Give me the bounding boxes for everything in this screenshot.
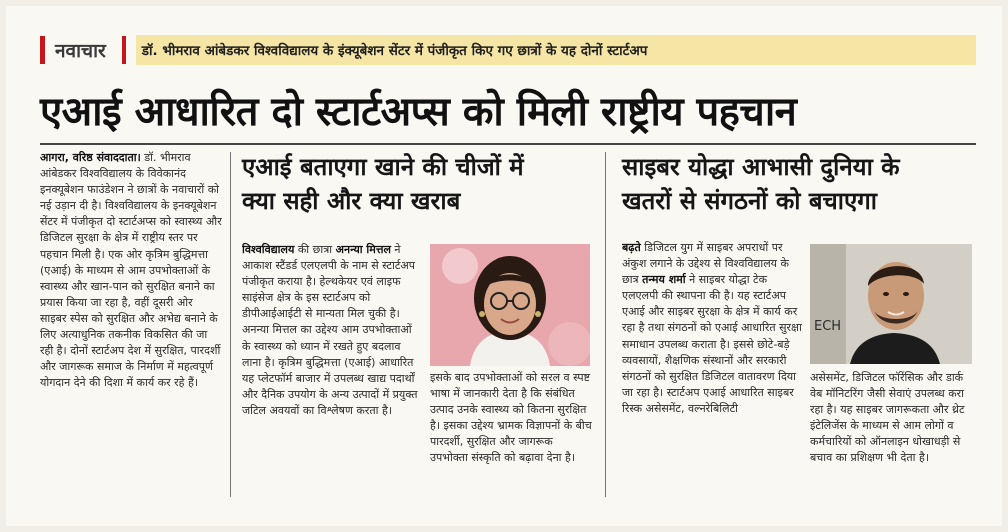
header-band: [40, 34, 976, 66]
story2-photo: [810, 244, 972, 364]
main-headline: एआई आधारित दो स्टार्टअप्स को मिली राष्ट्रीय पहचान: [40, 89, 797, 135]
story1-name: अनन्या मित्तल: [335, 243, 391, 256]
story2-subhead-line2: खतरों से संगठनों को बचाएगा: [622, 187, 878, 215]
story1-subhead-line2: क्या सही और क्या खराब: [242, 187, 461, 215]
story2-lead: बढ़ते: [622, 241, 641, 254]
column-divider-1: [230, 152, 231, 497]
photo-wall-text: ECH: [814, 319, 842, 334]
story1-body-a: [242, 242, 420, 500]
headline-rule: [40, 143, 976, 145]
story2-subhead: [622, 150, 982, 218]
story2-name: तन्मय शर्मा: [642, 273, 686, 287]
story1-text-a: ने आकाश स्टैंडर्ड एलएलपी के नाम से स्टार्टअप पंजीकृत कराया है। हेल्थकेयर एवं लाइफ साइंसेज क्षेत्र के इस स्टार्टअप को डीपीआईआईटी से मान्यता मिल चुकी है। अनन्या मित्तल का उद्देश्य आम उपभोक्ताओं के स्वास्थ्य को ध्यान में रखते हुए बदलाव लाना है। कृत्रिम बुद्धिमत्ता (एआई) आधारित यह प्लेटफॉर्म बाजार में उपलब्ध खाद्य पदार्थों और दैनिक उपयोग के अन्य उत्पादों में प्रयुक्त जटिल अवयवों का विश्लेषण करता है।: [242, 243, 418, 417]
story1-photo: [430, 244, 590, 366]
section-tag: नवाचार: [55, 40, 106, 62]
intro-body: डॉ. भीमराव आंबेडकर विश्वविद्यालय के विवेकानंद इनक्यूबेशन फाउंडेशन ने छात्रों के नवाचारों को नई उड़ान दी है। विश्वविद्यालय के इनक्यूबेशन सेंटर में पंजीकृत दो स्टार्टअप्स को स्वास्थ्य और डिजिटल सुरक्षा के क्षेत्र में राष्ट्रीय स्तर पर पहचान मिली है। एक ओर कृत्रिम बुद्धिमत्ता (एआई) के माध्यम से आम उपभोक्ताओं के स्वास्थ्य और खान-पान को सुरक्षित बनाने का प्रयास किया जा रहा है, वहीं दूसरी ओर साइबर स्पेस को सुरक्षित और अभेद्य बनाने के लिए अत्याधुनिक तकनीक विकसित की जा रही है। दोनों स्टार्टअप देश में सुरक्षित, पारदर्शी और जागरूक समाज के निर्माण में महत्वपूर्ण योगदान देने की दिशा में कार्य कर रहे हैं।: [40, 151, 222, 390]
story1-body-b: इसके बाद उपभोक्ताओं को सरल व स्पष्ट भाषा में जानकारी देता है कि संबंधित उत्पाद उनके स्वास्थ्य को कितना सुरक्षित है। इसका उद्देश्य भ्रामक विज्ञापनों के बीच पारदर्शी, सुरक्षित और जागरूक उपभोक्ता संस्कृति को बढ़ावा देना है।: [430, 371, 592, 465]
column-divider-2: [605, 152, 606, 497]
story2-body-b: असेसमेंट, डिजिटल फॉरेंसिक और डार्क वेब मॉनिटरिंग जैसी सेवाएं उपलब्ध करा रहा है। यह साइबर जागरूकता और थ्रेट इंटेलिजेंस के माध्यम से आम लोगों व कर्मचारियों को ऑनलाइन धोखाधड़ी से बचाव का प्रशिक्षण भी देता है।: [810, 371, 965, 465]
intro-column: [40, 150, 222, 500]
story1-subhead-line1: एआई बताएगा खाने की चीजों में: [242, 153, 524, 181]
section-tag-marker: [40, 36, 45, 64]
story2-body-a: [622, 240, 802, 500]
story2-text-pre: डिजिटल युग में साइबर अपराधों पर अंकुश लगाने के उद्देश्य से विश्वविद्यालय के छात्र: [622, 241, 789, 287]
story1-lead-rest: की छात्रा: [294, 243, 336, 256]
portrait-woman-image: [430, 244, 590, 366]
strapline-marker: [122, 36, 126, 64]
portrait-man-image: [810, 244, 972, 364]
story1-lead: विश्वविद्यालय: [242, 243, 295, 256]
strapline: डॉ. भीमराव आंबेडकर विश्वविद्यालय के इंक्यूबेशन सेंटर में पंजीकृत किए गए छात्रों के यह दोनों स्टार्टअप: [136, 35, 976, 65]
story2-text-a: ने साइबर योद्धा टेक एलएलपी की स्थापना की है। यह स्टार्टअप एआई और साइबर सुरक्षा के क्षेत्र में कार्य कर रहा है तथा संगठनों को एआई आधारित सुरक्षा समाधान उपलब्ध कराता है। इससे छोटे-बड़े व्यवसायों, शैक्षणिक संस्थानों और सरकारी संगठनों को सुरक्षित डिजिटल वातावरण दिया जा रहा है। स्टार्टअप एआई आधारित साइबर रिस्क असेसमेंट, वल्नरेबिलिटी: [622, 273, 802, 415]
story2-subhead-line1: साइबर योद्धा आभासी दुनिया के: [622, 153, 900, 181]
story1-subhead: [242, 150, 592, 218]
dateline: आगरा, वरिष्ठ संवाददाता।: [40, 151, 141, 164]
